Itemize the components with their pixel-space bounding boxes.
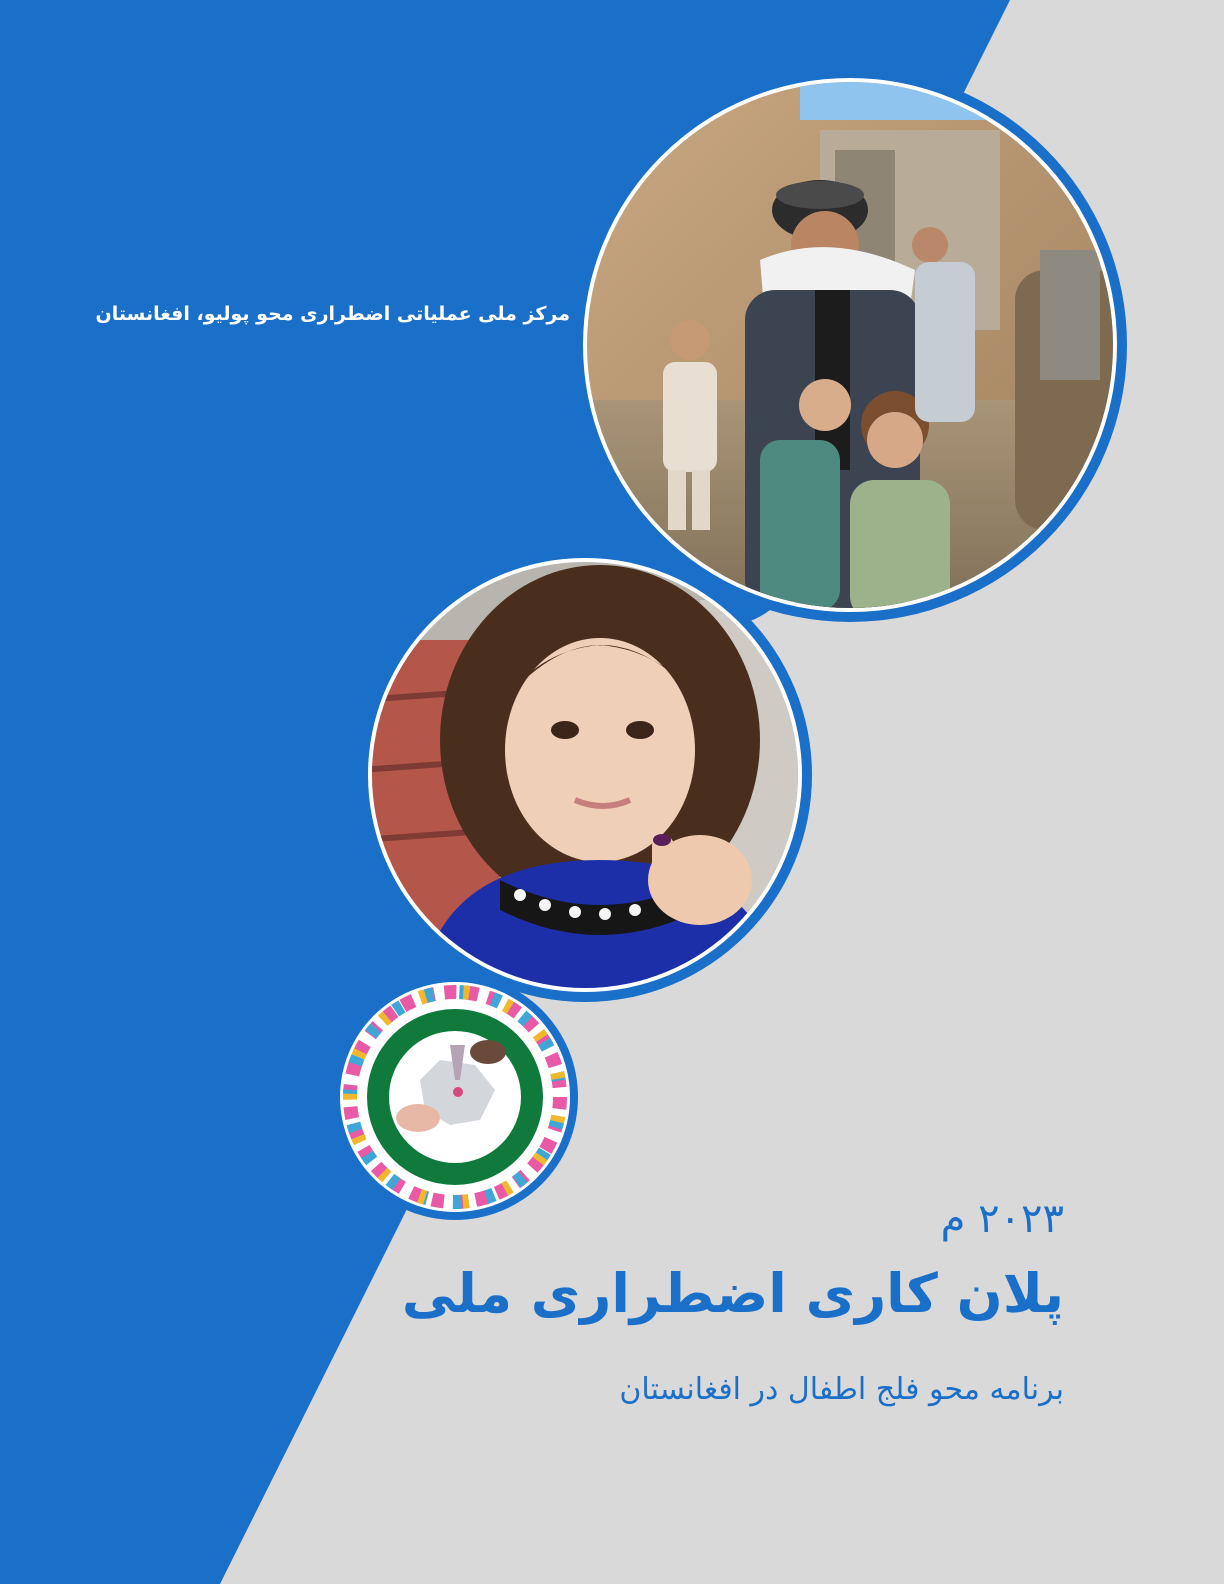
document-title: پلان کاری اضطراری ملی	[401, 1262, 1064, 1325]
vaccination-photo	[573, 68, 1127, 622]
publication-year: ۲۰۲۳ م	[940, 1196, 1064, 1242]
organization-name: مرکز ملی عملیاتی اضطراری محو پولیو، افغانستان	[95, 303, 570, 325]
campaign-logo	[332, 974, 578, 1220]
document-subtitle: برنامه محو فلج اطفال در افغانستان	[619, 1372, 1064, 1407]
girl-photo	[358, 548, 812, 1002]
